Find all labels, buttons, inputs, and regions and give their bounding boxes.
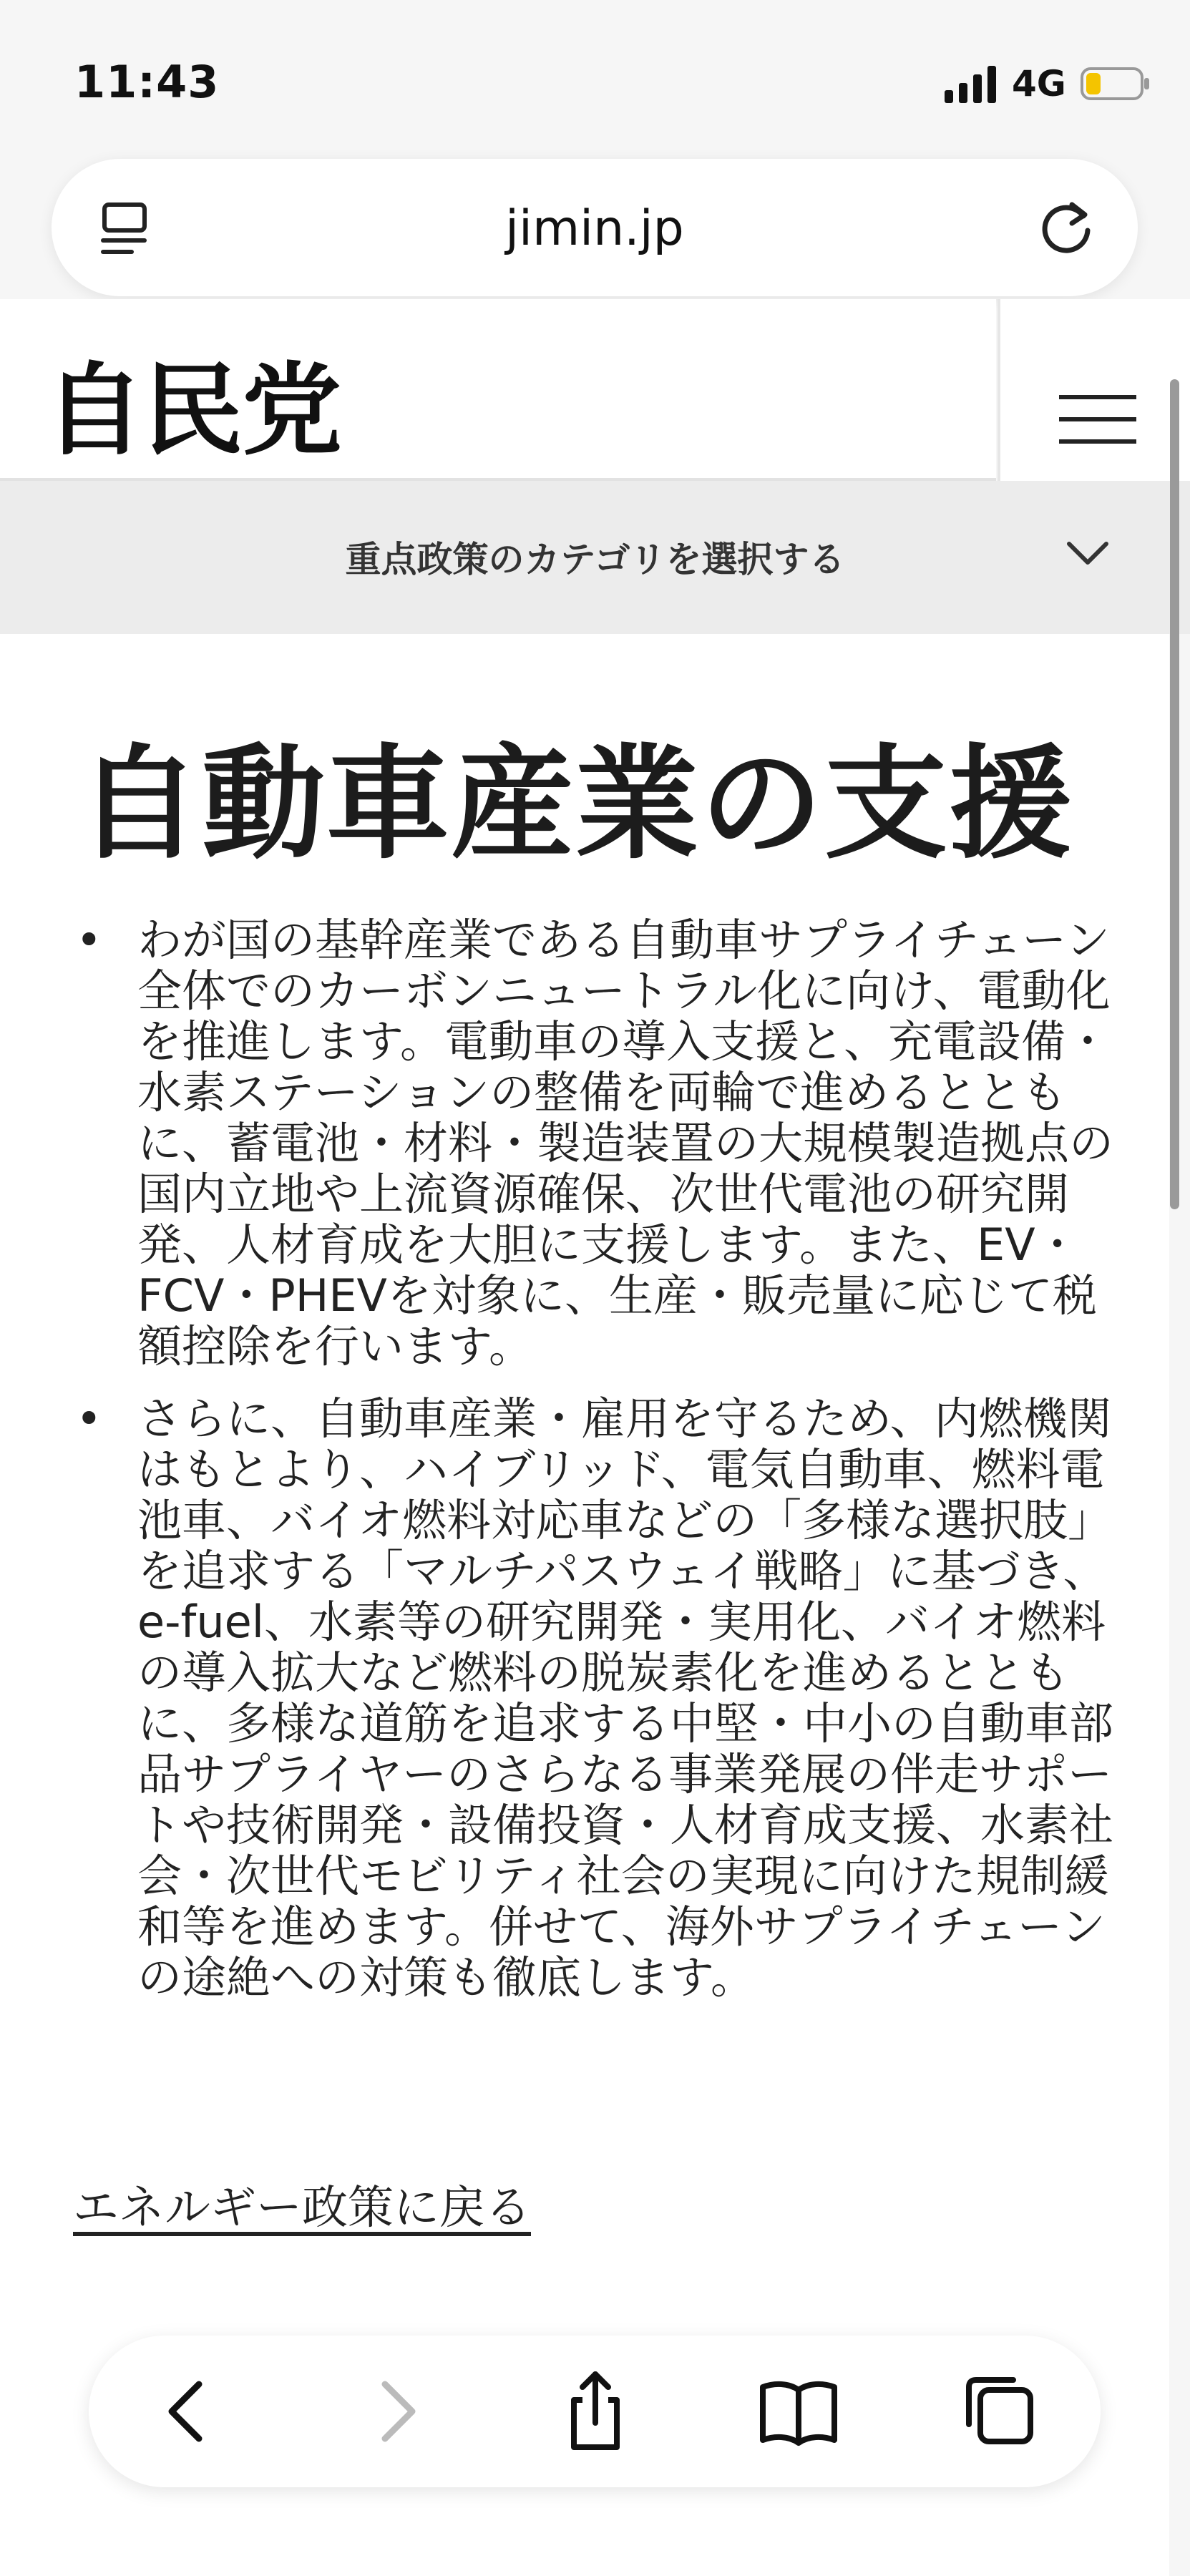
back-icon[interactable] [146, 2368, 232, 2454]
site-header [0, 299, 996, 482]
tabs-icon[interactable] [956, 2368, 1042, 2454]
share-icon[interactable] [552, 2368, 638, 2454]
back-to-energy-policy-link[interactable]: エネルギー政策に戻る [73, 2182, 531, 2235]
forward-icon[interactable] [352, 2368, 438, 2454]
scrollbar[interactable] [1170, 379, 1179, 1209]
status-bar [0, 0, 1190, 165]
page-title: 自動車産業の支援 [77, 732, 1073, 876]
list-item [69, 914, 1128, 1372]
main-content [0, 634, 1169, 2576]
bookmarks-icon[interactable] [756, 2368, 842, 2454]
reload-icon[interactable] [1033, 195, 1099, 260]
status-time: 11:43 [74, 56, 220, 108]
category-selector-label: 重点政策のカテゴリを選択する [345, 539, 845, 580]
bullet: • [76, 914, 102, 966]
address-bar[interactable] [52, 159, 1138, 296]
site-logo[interactable]: 自民党 [44, 353, 341, 469]
battery-icon [1081, 67, 1151, 100]
policy-list [69, 914, 1128, 2024]
url-text[interactable]: jimin.jp [505, 200, 684, 257]
browser-toolbar [89, 2336, 1101, 2487]
list-item [69, 1393, 1128, 2003]
hamburger-icon [1059, 394, 1136, 445]
category-selector[interactable] [0, 481, 1190, 634]
bullet: • [76, 1392, 102, 1445]
signal-icon [945, 66, 999, 103]
chevron-down-icon [1066, 540, 1109, 568]
policy-paragraph: わが国の基幹産業である自動車サプライチェーン全体でのカーボンニュートラル化に向け、電動化を推進します。電動車の導入支援と、充電設備・水素ステーションの整備を両輪で進めるとともに、蓄電池・材料・製造装置の大規模製造拠点の国内立地や上流資源確保、次世代電池の研究開発、人材育成を大胆に支援します。また、EV・FCV・PHEVを対象に、生産・販売量に応じて税額控除を行います。 [137, 914, 1114, 1372]
policy-paragraph: さらに、自動車産業・雇用を守るため、内燃機関はもとより、ハイブリッド、電気自動車、燃料電池車、バイオ燃料対応車などの「多様な選択肢」を追求する「マルチパスウェイ戦略」に基づき、e-fuel、水素等の研究開発・実用化、バイオ燃料の導入拡大など燃料の脱炭素化を進めるとともに、多様な道筋を追求する中堅・中小の自動車部品サプライヤーのさらなる事業発展の伴走サポートや技術開発・設備投資・人材育成支援、水素社会・次世代モビリティ社会の実現に向けた規制緩和等を進めます。併せて、海外サプライチェーンの途絶への対策も徹底します。 [137, 1392, 1114, 2004]
network-type: 4G [1012, 63, 1066, 104]
